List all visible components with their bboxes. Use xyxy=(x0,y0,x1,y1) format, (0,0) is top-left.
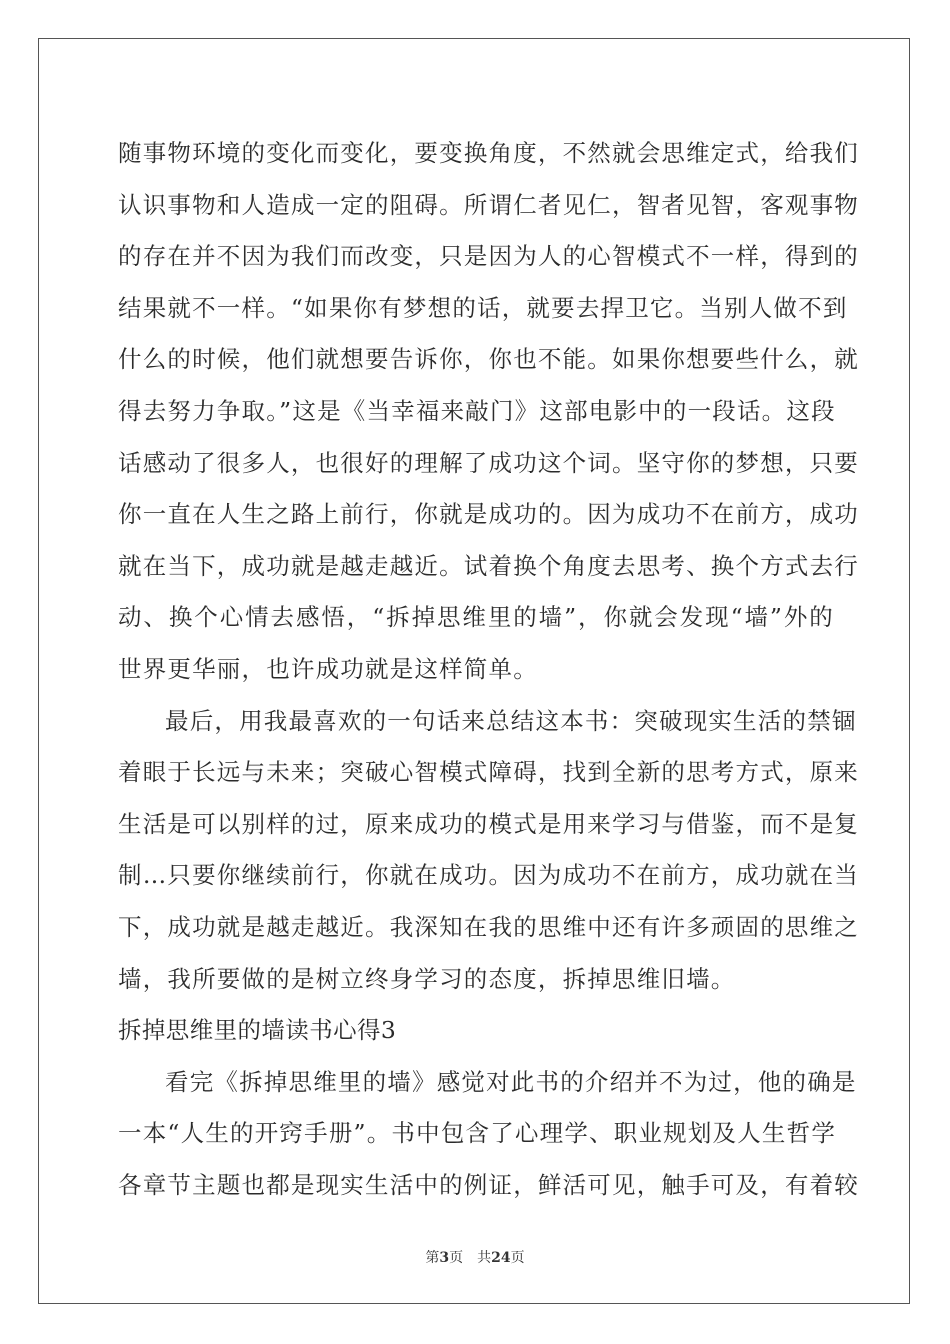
text-line: 下，成功就是越走越近。我深知在我的思维中还有许多顽固的思维之 xyxy=(118,912,859,941)
text-line: 制…只要你继续前行，你就在成功。因为成功不在前方，成功就在当 xyxy=(118,861,859,890)
section-heading: 拆掉思维里的墙读书心得3 xyxy=(118,1016,397,1045)
text-line: 世界更华丽，也许成功就是这样简单。 xyxy=(118,654,538,683)
text-line: 动、换个心情去感悟，“拆掉思维里的墙”，你就会发现“墙”外的 xyxy=(118,603,834,632)
text-line: 着眼于长远与未来；突破心智模式障碍，找到全新的思考方式，原来 xyxy=(118,758,859,787)
footer-total-suffix: 页 xyxy=(510,1250,525,1266)
footer-prefix: 第 xyxy=(425,1250,440,1266)
document-body xyxy=(118,128,859,1211)
total-page-number: 24 xyxy=(491,1250,511,1266)
text-line: 结果就不一样。“如果你有梦想的话，就要去捍卫它。当别人做不到 xyxy=(118,293,848,322)
page-footer xyxy=(0,1247,950,1267)
text-line: 的存在并不因为我们而改变，只是因为人的心智模式不一样，得到的 xyxy=(118,242,859,271)
footer-page-word: 页 xyxy=(449,1250,464,1266)
text-line: 你一直在人生之路上前行，你就是成功的。因为成功不在前方，成功 xyxy=(118,500,859,529)
current-page-number: 3 xyxy=(439,1250,450,1266)
text-line: 一本“人生的开窍手册”。书中包含了心理学、职业规划及人生哲学 xyxy=(118,1119,837,1148)
text-line: 什么的时候，他们就想要告诉你，你也不能。如果你想要些什么，就 xyxy=(118,345,859,374)
text-line: 认识事物和人造成一定的阻碍。所谓仁者见仁，智者见智，客观事物 xyxy=(118,190,859,219)
text-line: 就在当下，成功就是越走越近。试着换个角度去思考、换个方式去行 xyxy=(118,551,859,580)
text-line: 得去努力争取。”这是《当幸福来敲门》这部电影中的一段话。这段 xyxy=(118,396,836,425)
text-line: 生活是可以别样的过，原来成功的模式是用来学习与借鉴，而不是复 xyxy=(118,809,859,838)
text-line: 看完《拆掉思维里的墙》感觉对此书的介绍并不为过，他的确是 xyxy=(165,1067,857,1096)
text-line: 最后，用我最喜欢的一句话来总结这本书：突破现实生活的禁锢 xyxy=(165,706,857,735)
text-line: 随事物环境的变化而变化，要变换角度，不然就会思维定式，给我们 xyxy=(118,139,859,167)
text-line: 各章节主题也都是现实生活中的例证，鲜活可见，触手可及，有着较 xyxy=(118,1170,859,1199)
footer-total-prefix: 共 xyxy=(477,1250,492,1266)
text-line: 墙，我所要做的是树立终身学习的态度，拆掉思维旧墙。 xyxy=(118,964,736,993)
text-line: 话感动了很多人，也很好的理解了成功这个词。坚守你的梦想，只要 xyxy=(118,448,859,477)
